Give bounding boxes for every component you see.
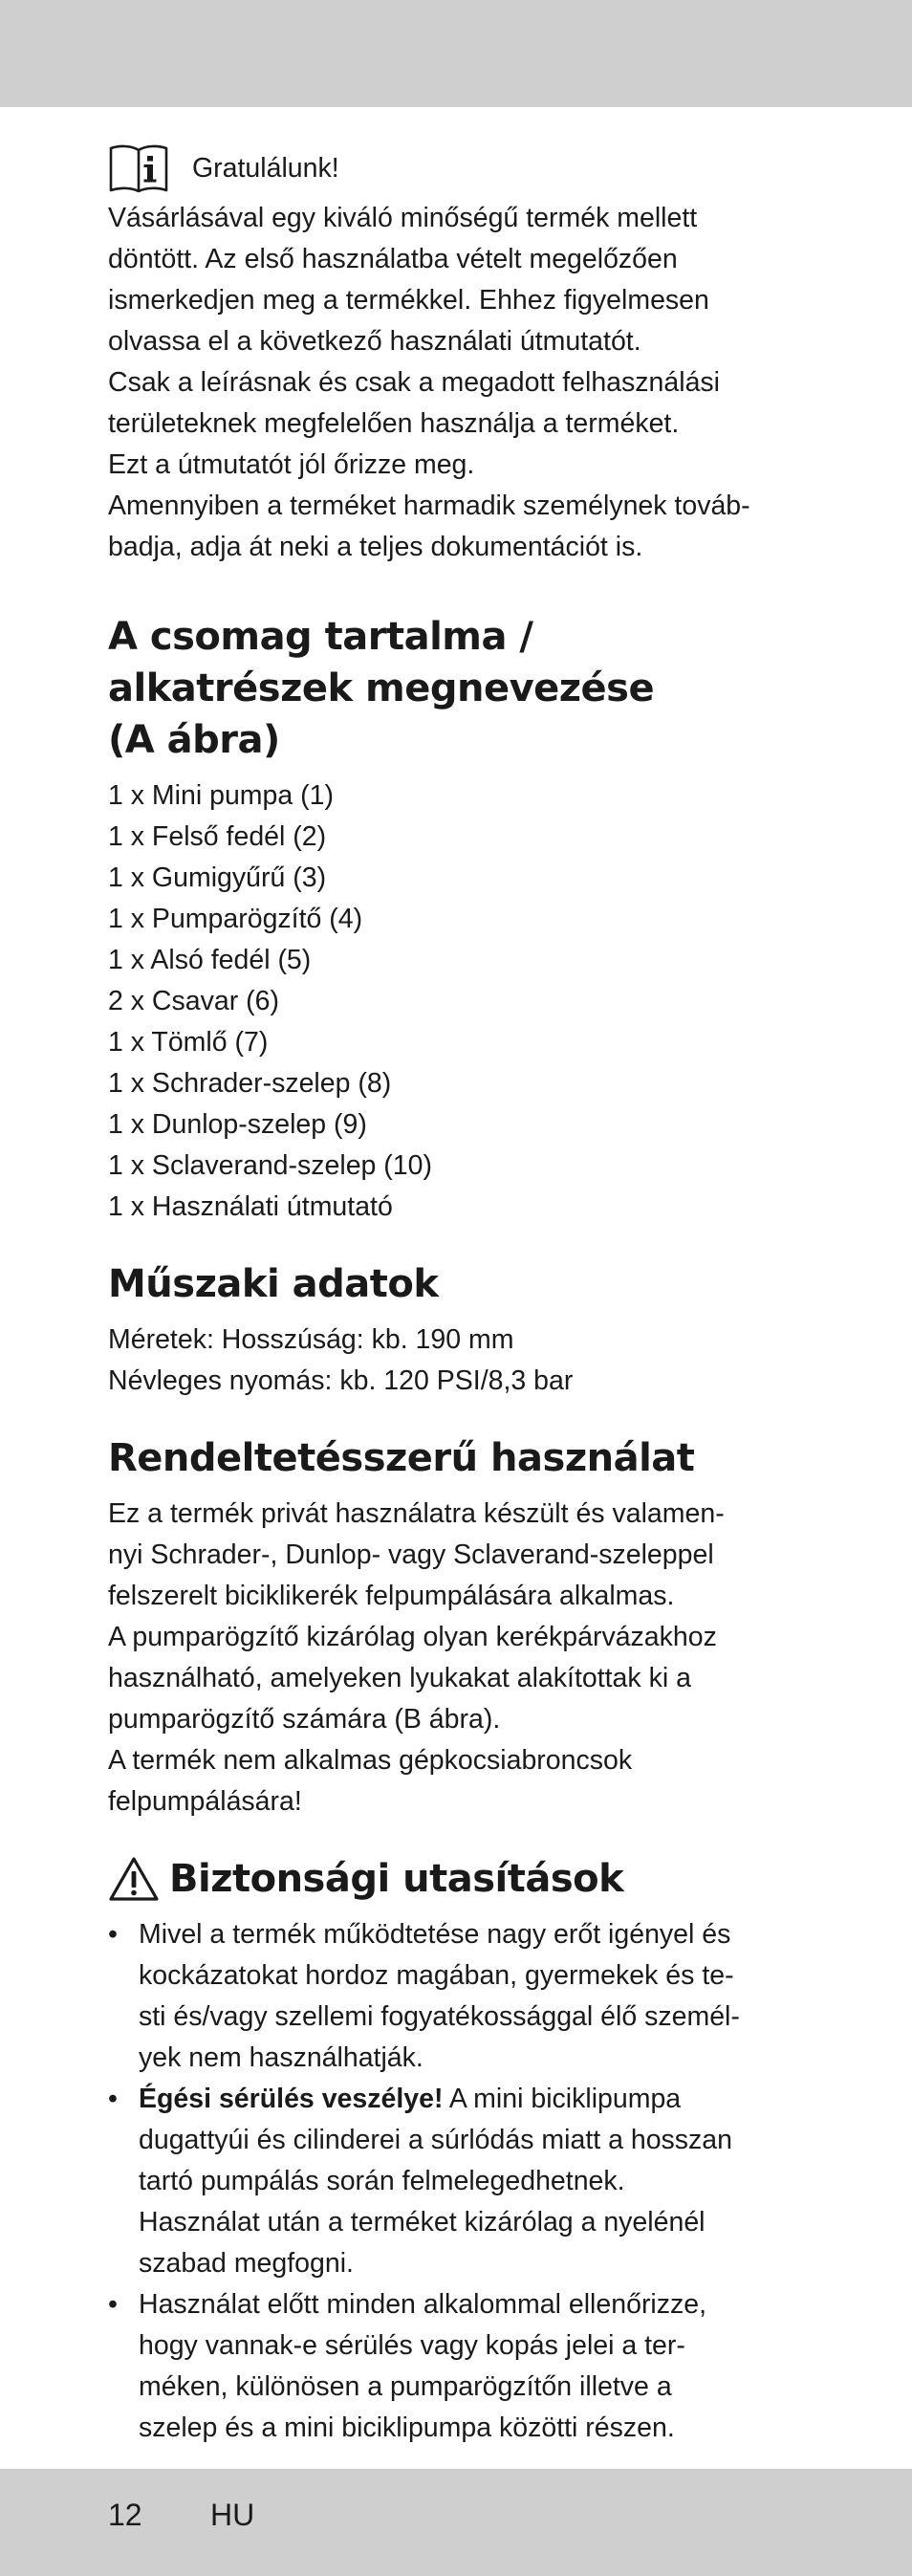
intro-line: területeknek megfelelően használja a terméket. bbox=[108, 408, 680, 439]
intro-heading bbox=[108, 139, 811, 198]
safety-text: A mini biciklipumpa bbox=[443, 2084, 682, 2114]
usage-heading: Rendeltetésszerű használat bbox=[108, 1436, 695, 1480]
safety-bullet bbox=[108, 2284, 811, 2449]
safety-line: dugattyúi és cilinderei a súrlódás miatt a hosszan bbox=[139, 2125, 733, 2155]
specs-section bbox=[108, 1258, 811, 1402]
package-heading-line: A csomag tartalma / bbox=[108, 615, 533, 659]
info-book-icon bbox=[108, 142, 169, 194]
package-item: 1 x Használati útmutató bbox=[108, 1191, 393, 1222]
package-heading bbox=[108, 611, 811, 766]
intro-paragraph bbox=[108, 198, 811, 568]
intro-line: Csak a leírásnak és csak a megadott felhasználási bbox=[108, 367, 720, 398]
package-heading-line: (A ábra) bbox=[108, 718, 280, 762]
intro-line: olvassa el a következő használati útmutatót. bbox=[108, 326, 641, 357]
usage-line: felpumpálására! bbox=[108, 1786, 302, 1817]
usage-line: nyi Schrader-, Dunlop- vagy Sclaverand-szeleppel bbox=[108, 1539, 714, 1570]
package-item: 1 x Dunlop-szelep (9) bbox=[108, 1109, 367, 1140]
specs-line: Névleges nyomás: kb. 120 PSI/8,3 bar bbox=[108, 1365, 574, 1396]
safety-line: tartó pumpálás során felmelegedhetnek. bbox=[139, 2166, 625, 2196]
usage-line: Ez a termék privát használatra készült és valamen- bbox=[108, 1498, 725, 1529]
package-list bbox=[108, 775, 811, 1228]
usage-line: A termék nem alkalmas gépkocsiabroncsok bbox=[108, 1745, 633, 1776]
package-item: 1 x Tömlő (7) bbox=[108, 1027, 269, 1058]
page-number: 12 bbox=[108, 2498, 142, 2532]
package-section bbox=[108, 611, 811, 1228]
usage-line: pumparögzítő számára (B ábra). bbox=[108, 1704, 501, 1735]
page-content bbox=[108, 139, 811, 2449]
safety-line: • Mivel a termék működtetése nagy erőt igényel és bbox=[139, 1919, 731, 1950]
usage-section bbox=[108, 1432, 811, 1823]
package-item: 1 x Mini pumpa (1) bbox=[108, 780, 335, 811]
package-heading-line: alkatrészek megnevezése bbox=[108, 666, 655, 710]
safety-section bbox=[108, 1853, 811, 2449]
package-item: 1 x Gumigyűrű (3) bbox=[108, 862, 327, 893]
usage-line: A pumparögzítő kizárólag olyan kerékpárvázakhoz bbox=[108, 1622, 717, 1652]
intro-line: ismerkedjen meg a termékkel. Ehhez figyelmesen bbox=[108, 285, 709, 316]
intro-line: Amennyiben a terméket harmadik személynek továb- bbox=[108, 491, 750, 521]
safety-line: méken, különösen a pumparögzítőn illetve a bbox=[139, 2371, 672, 2402]
safety-bullet bbox=[108, 2079, 811, 2284]
usage-line: használható, amelyeken lyukakat alakítottak ki a bbox=[108, 1663, 691, 1693]
usage-paragraph bbox=[108, 1494, 811, 1823]
burn-warning-label: Égési sérülés veszélye! bbox=[139, 2084, 444, 2114]
safety-line: hogy vannak-e sérülés vagy kopás jelei a ter- bbox=[139, 2330, 685, 2361]
package-item: 1 x Sclaverand-szelep (10) bbox=[108, 1150, 432, 1181]
intro-line: Vásárlásával egy kiváló minőségű termék mellett bbox=[108, 203, 698, 233]
safety-line: yek nem használhatják. bbox=[139, 2042, 423, 2073]
package-item: 1 x Pumparögzítő (4) bbox=[108, 904, 363, 934]
package-item: 1 x Schrader-szelep (8) bbox=[108, 1068, 392, 1099]
intro-section bbox=[108, 139, 811, 568]
safety-heading-row bbox=[108, 1853, 811, 1905]
usage-line: felszerelt biciklikerék felpumpálására alkalmas. bbox=[108, 1581, 675, 1611]
package-item: 1 x Alsó fedél (5) bbox=[108, 945, 312, 975]
safety-line: sti és/vagy szellemi fogyatékossággal élő személ- bbox=[139, 2001, 740, 2032]
package-item: 1 x Felső fedél (2) bbox=[108, 821, 327, 852]
safety-heading: Biztonsági utasítások bbox=[169, 1857, 624, 1901]
safety-line bbox=[139, 2079, 811, 2120]
intro-line: badja, adja át neki a teljes dokumentációt is. bbox=[108, 532, 643, 562]
warning-triangle-icon bbox=[108, 1856, 160, 1902]
package-item: 2 x Csavar (6) bbox=[108, 986, 279, 1016]
safety-line: szabad megfogni. bbox=[139, 2248, 354, 2279]
header-band bbox=[0, 0, 912, 107]
safety-line: • Használat előtt minden alkalommal ellenőrizze, bbox=[139, 2289, 707, 2320]
intro-line: döntött. Az első használatba vételt megelőzően bbox=[108, 244, 678, 274]
language-code: HU bbox=[210, 2498, 255, 2532]
safety-line: kockázatokat hordoz magában, gyermekek és te- bbox=[139, 1960, 734, 1991]
safety-bullet bbox=[108, 1914, 811, 2079]
safety-list bbox=[108, 1914, 811, 2449]
safety-line: szelep és a mini biciklipumpa közötti részen. bbox=[139, 2412, 675, 2443]
specs-list bbox=[108, 1320, 811, 1402]
intro-line: Ezt a útmutatót jól őrizze meg. bbox=[108, 449, 475, 480]
specs-heading: Műszaki adatok bbox=[108, 1262, 439, 1306]
intro-title: Gratulálunk! bbox=[192, 152, 339, 184]
safety-line: Használat után a terméket kizárólag a nyelénél bbox=[139, 2207, 706, 2238]
specs-line: Méretek: Hosszúság: kb. 190 mm bbox=[108, 1324, 514, 1355]
